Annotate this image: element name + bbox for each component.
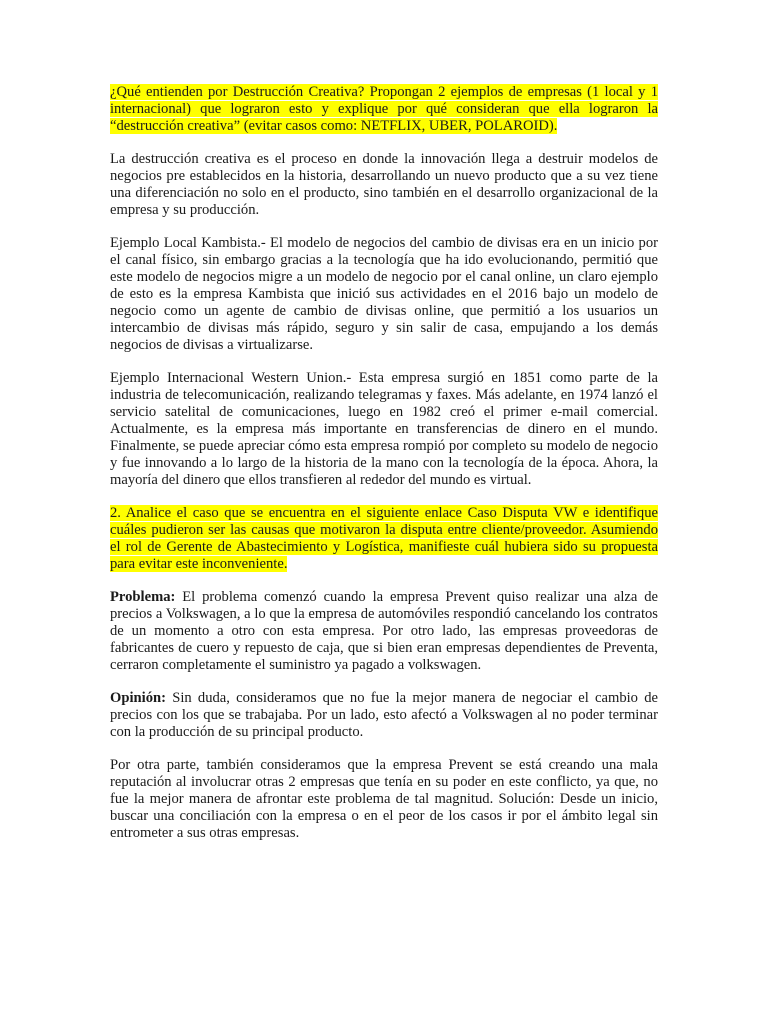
definition-paragraph: La destrucción creativa es el proceso en donde la innovación llega a destruir modelos de negocios pre establecidos en la historia, desarrollando un nuevo producto que a su vez tiene una diferenciación no solo en el producto, sino también en el desarrollo organizacional de la empresa y su producción. (110, 151, 658, 218)
problem-text: El problema comenzó cuando la empresa Prevent quiso realizar una alza de precios a Volkswagen, a lo que la empresa de automóviles respondió cancelando los contratos de un momento a otro con esta empresa. Por otro lado, las empresas proveedoras de fabricantes de cuero y repuesto de caja, que si bien eran empresas dependientes de Preventa, cerraron completamente el suministro ya pagado a volkswagen. (110, 589, 658, 673)
opinion-label: Opinión: (110, 690, 166, 707)
question-2-paragraph (110, 505, 658, 573)
opinion-paragraph (110, 690, 658, 741)
question-2-text: 2. Analice el caso que se encuentra en el siguiente enlace Caso Disputa VW e identifique cuáles pudieron ser las causas que motivaron la disputa entre cliente/proveedor. Asumiendo el rol de Gerente de Abastecimiento y Logística, manifieste cuál hubiera sido su propuesta para evitar este inconveniente. (110, 505, 658, 572)
problem-paragraph (110, 589, 658, 674)
problem-label: Problema: (110, 589, 176, 606)
question-1-text: ¿Qué entienden por Destrucción Creativa? Propongan 2 ejemplos de empresas (1 local y 1 internacional) que lograron esto y explique por qué consideran que ella lograron la “destrucción creativa” (evitar casos como: NETFLIX, UBER, POLAROID). (110, 84, 658, 134)
closing-paragraph: Por otra parte, también consideramos que la empresa Prevent se está creando una mala reputación al involucrar otras 2 empresas que tenía en su poder en este conflicto, ya que, no fue la mejor manera de afrontar este problema de tal magnitud. Solución: Desde un inicio, buscar una conciliación con la empresa o en el peor de los casos ir por el ámbito legal sin entrometer a sus otras empresas. (110, 757, 658, 842)
local-example-paragraph: Ejemplo Local Kambista.- El modelo de negocios del cambio de divisas era en un inicio por el canal físico, sin embargo gracias a la tecnología que ha ido evolucionando, permitió que este modelo de negocios migre a un modelo de negocio por el canal online, un claro ejemplo de esto es la empresa Kambista que inició sus actividades en el 2016 bajo un modelo de negocio como un agente de cambio de divisas online, que permitió a los usuarios un intercambio de divisas más rápido, seguro y sin salir de casa, empujando a los demás negocios de divisas a virtualizarse. (110, 235, 658, 353)
document-page (110, 84, 658, 858)
question-1-paragraph (110, 84, 658, 135)
opinion-text: Sin duda, consideramos que no fue la mejor manera de negociar el cambio de precios con los que se trabajaba. Por un lado, esto afectó a Volkswagen al no poder terminar con la producción de su principal producto. (110, 690, 658, 740)
international-example-paragraph: Ejemplo Internacional Western Union.- Esta empresa surgió en 1851 como parte de la industria de telecomunicación, realizando telegramas y faxes. Más adelante, en 1974 lanzó el servicio satelital de comunicaciones, luego en 1982 creó el primer e-mail comercial. Actualmente, es la empresa más importante en transferencias de dinero en el mundo. Finalmente, se puede apreciar cómo esta empresa rompió por completo su modelo de negocio y fue innovando a lo largo de la historia de la mano con la tecnología de la época. Ahora, la mayoría del dinero que ellos transfieren al rededor del mundo es virtual. (110, 370, 658, 488)
